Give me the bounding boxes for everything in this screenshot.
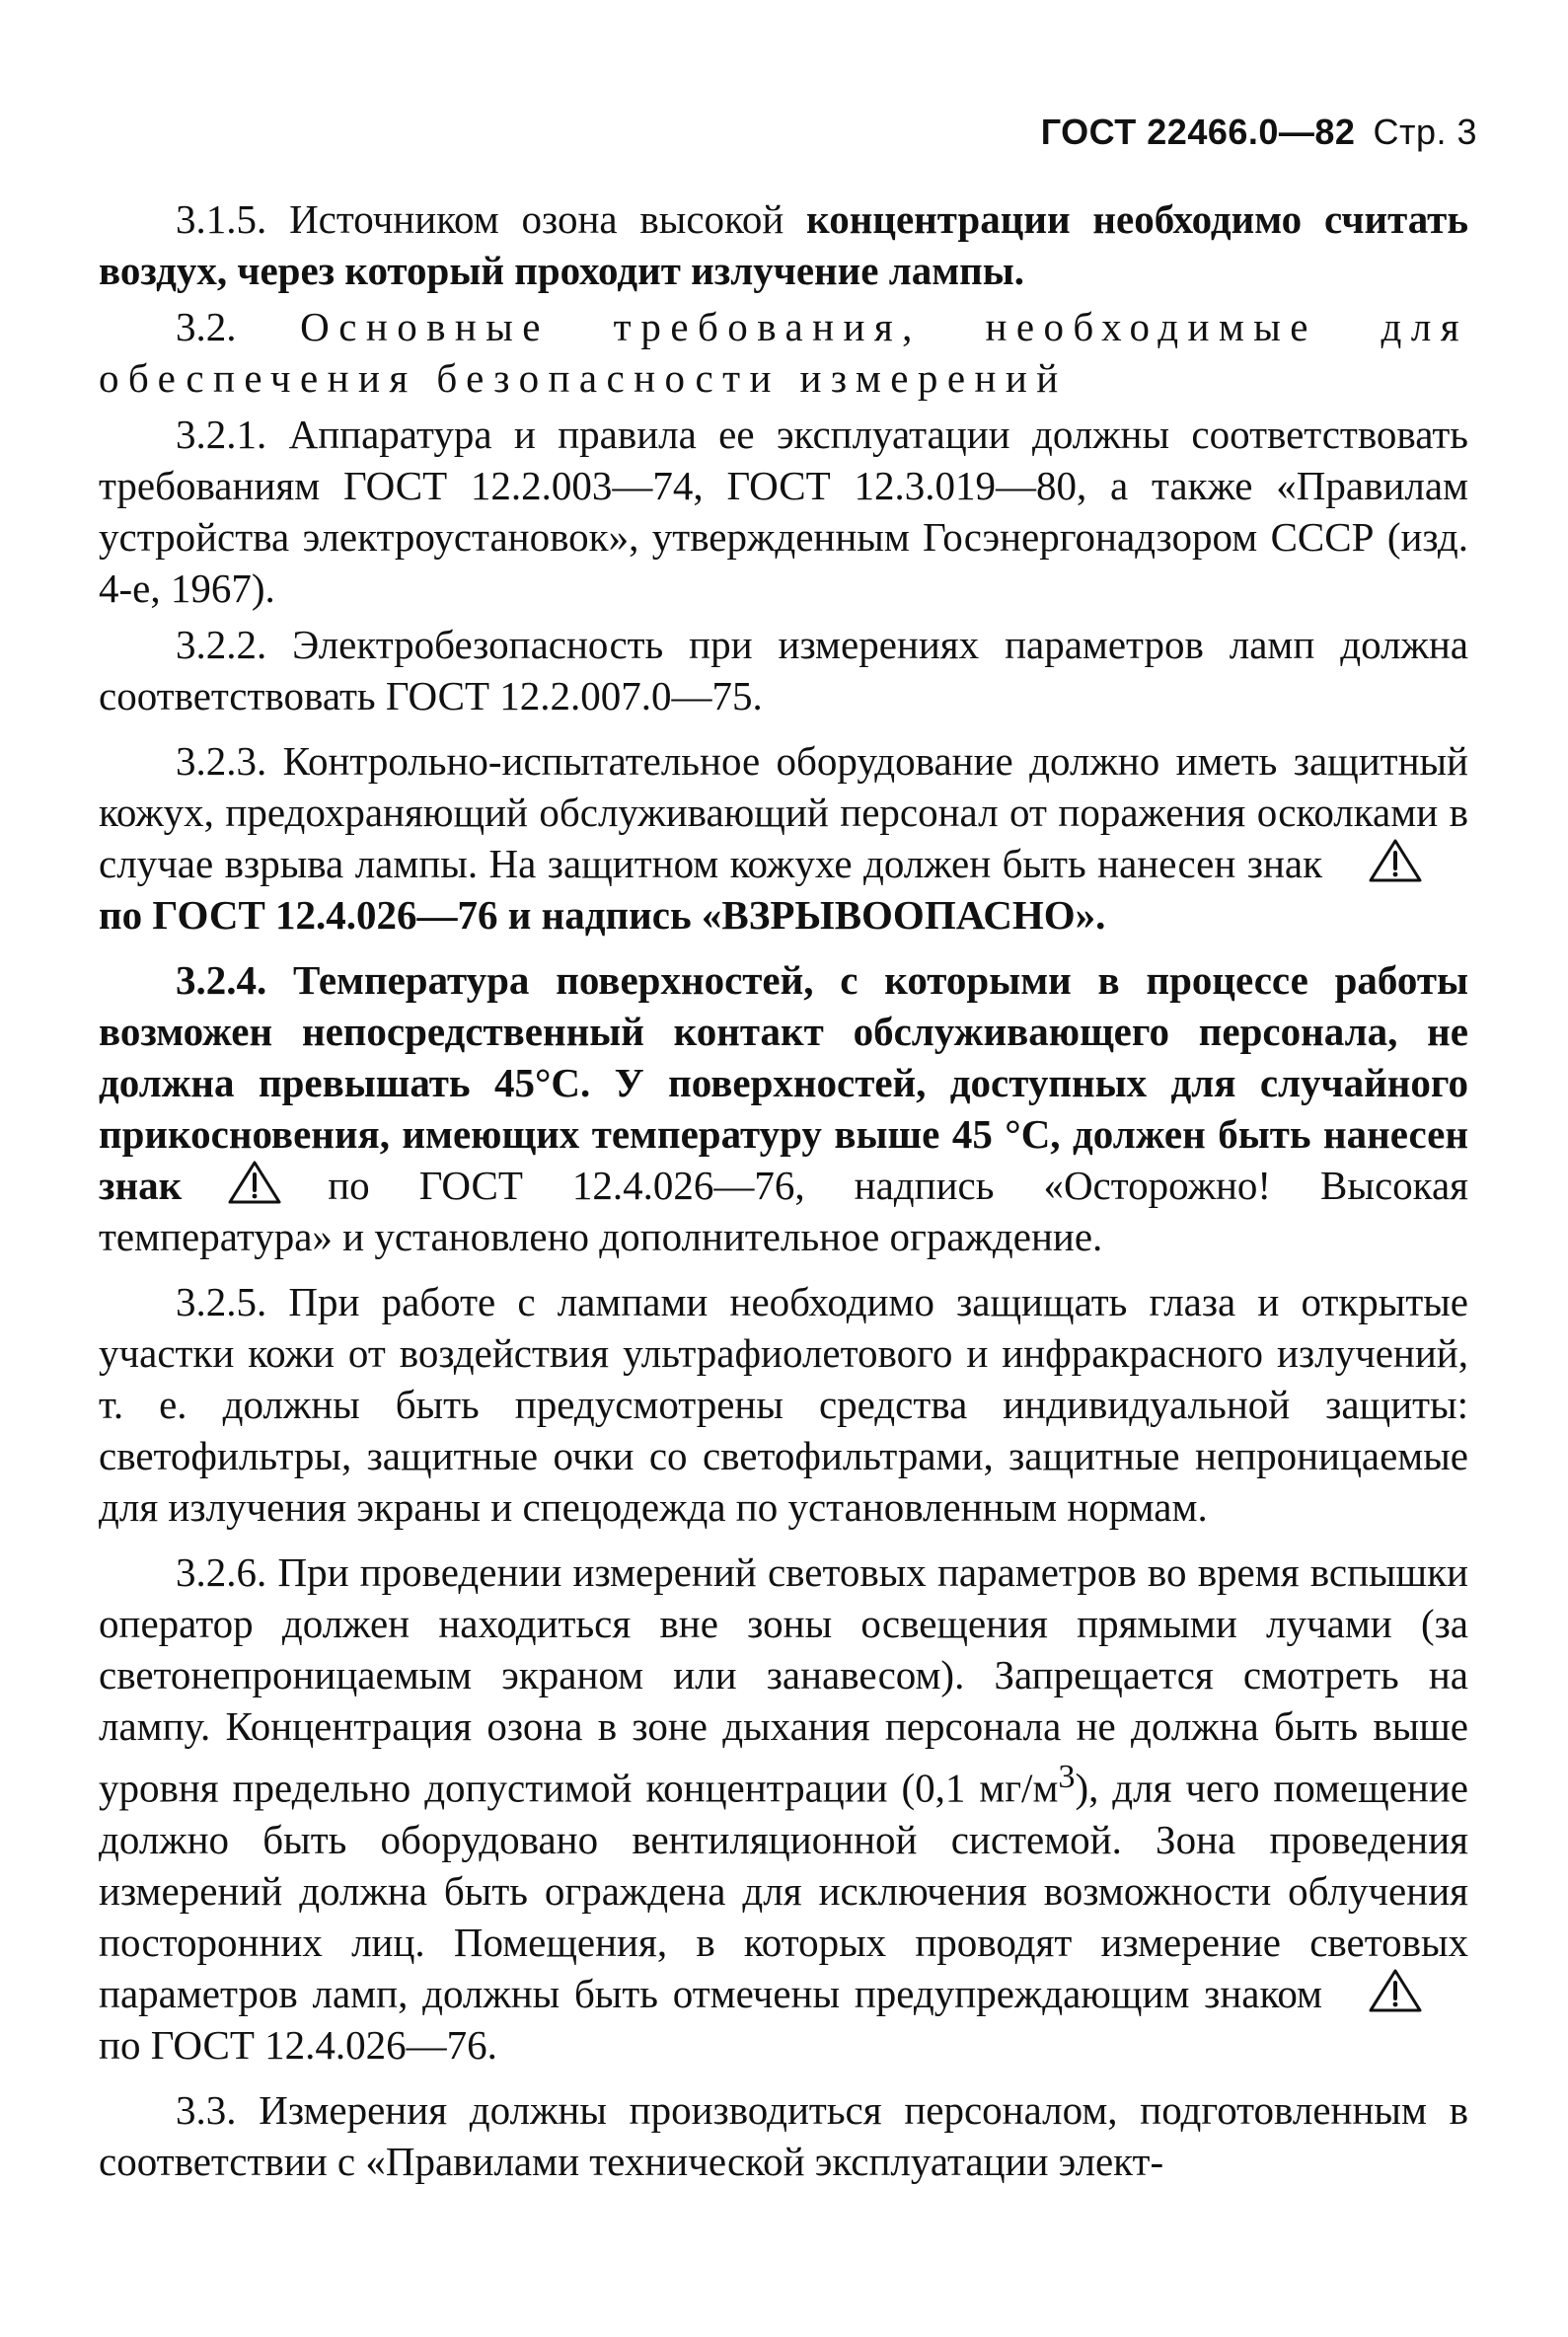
clause-text: ), для чего помещение должно быть оборудовано вентиляционной системой. Зона проведения измерений должна быть ограждена для исключения возможности облучения посторонних лиц. Помещения, в которых проводят измерение световых параметров ламп, должны быть отмечены предупреждающим знаком [99,1765,1468,2016]
clause-3-2-3 [99,735,1468,941]
warning-triangle-icon [227,1160,282,1205]
clause-3-1-5 [99,193,1468,296]
clause-text: Источником озона высокой [266,196,807,242]
superscript: 3 [1058,1759,1076,1795]
clause-text-bold: по ГОСТ 12.4.026—76 и надпись «ВЗРЫВООПАСНО». [99,892,1106,938]
warning-triangle-icon [1368,838,1423,883]
page-number: Стр. 3 [1373,112,1477,152]
clause-number: 3.1.5. [176,196,267,242]
clause-text: 3.2.3. Контрольно-испытательное оборудование должно иметь защитный кожух, предохраняющий обслуживающий персонал от поражения осколками в случае взрыва лампы. На защитном кожухе должен быть нанесен знак [99,738,1468,886]
clause-3-2-6 [99,1546,1468,2071]
section-number: 3.2. [176,304,237,349]
standard-code: ГОСТ 22466.0—82 [1040,112,1356,152]
clause-3-2-4 [99,954,1468,1262]
clause-3-3: 3.3. Измерения должны производиться персоналом, подготовленным в соответствии с «Правилами технической эксплуатации элект- [99,2086,1468,2184]
clause-text-bold: концентрации необходимо считать воздух, через который проходит излучение лампы. [99,196,1469,293]
running-header [1041,111,1477,154]
clause-3-2-1: 3.2.1. Аппаратура и правила ее эксплуатации должны соответствовать требованиям ГОСТ 12.2.003—74, ГОСТ 12.3.019—80, а также «Правилам устройства электроустановок», утвержденным Госэнергонадзором СССР (изд. 4-е, 1967). [99,412,1468,611]
clause-text: по ГОСТ 12.4.026—76. [99,2021,497,2068]
clause-3-2-5: 3.2.5. При работе с лампами необходимо защищать глаза и открытые участки кожи от воздействия ультрафиолетового и инфракрасного излучений, т. е. должны быть предусмотрены средства индивидуальной защиты: светофильтры, защитные очки со светофильтрами, защитные непроницаемые для излучения экраны и спецодежда по установленным нормам. [99,1279,1468,1530]
clause-text: по ГОСТ 12.4.026—76, надпись «Осторожно! Высокая температура» и установлено дополнительное ограждение. [99,1163,1468,1259]
clause-text: 3.2.6. При проведении измерений световых параметров во время вспышки оператор должен находиться вне зоны освещения прямыми лучами (за светонепроницаемым экраном или занавесом). Запрещается смотреть на лампу. Концентрация озона в зоне дыхания персонала не должна быть выше уровня предельно допустимой концентрации (0,1 мг/м [99,1549,1468,1811]
clause-3-2-2: 3.2.2. Электробезопасность при измерениях параметров ламп должна соответствовать ГОСТ 12.2.007.0—75. [99,622,1468,718]
clause-text-bold: 3.2.4. Температура поверхностей, с которыми в процессе работы возможен непосредственный контакт обслуживающего персонала, не должна превышать 45°С. У поверхностей, доступных для случайного прикосновения, имеющих температуру выше 45 °С, должен быть нанесен знак [99,957,1468,1208]
warning-triangle-icon [1368,1968,1423,2013]
document-body [99,193,1468,2192]
section-3-2-heading [99,301,1468,404]
section-title: Основные требования, необходимые для обеспечения безопасности измерений [99,304,1468,401]
